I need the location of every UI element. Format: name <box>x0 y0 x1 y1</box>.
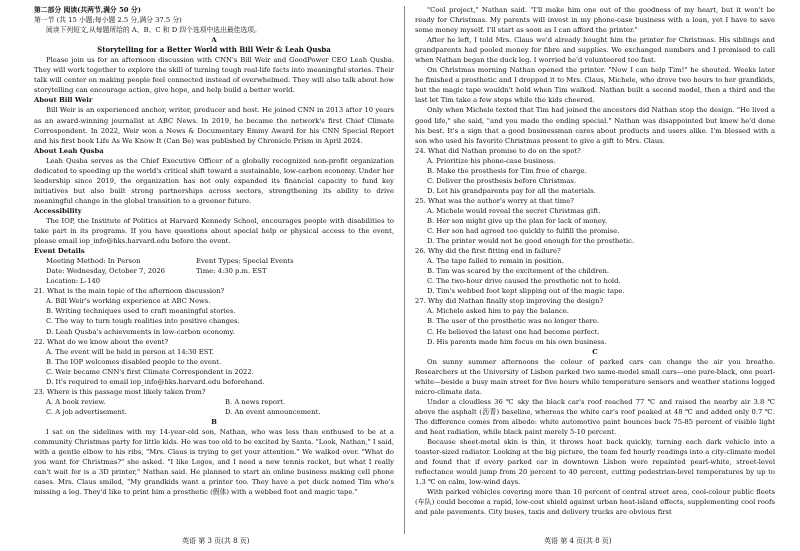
option: D. Leah Qusba's achievements in low-carbon economy. <box>46 327 235 336</box>
option: B. A news report. <box>225 397 286 406</box>
about-leah-paragraph: Leah Qusba serves as the Chief Executive Officer of a globally recognized non-profit organization dedicated to speeding up the world's critical shift toward a sustainable, low-carbon economy. Under her leadership since 2019, the organization has not only expanded its financial capacity to fund key initiatives but also built strong partnerships across sectors, strengthening its ability to drive meaningful change in the global transition to a greener future. <box>34 156 394 205</box>
option: D. His parents made him focus on his own business. <box>427 337 607 346</box>
question-25: 25. What was the author's worry at that time? <box>415 196 574 205</box>
option: B. Her son might give up the plan for lack of money. <box>427 216 608 225</box>
event-meeting-method: Meeting Method: In Person <box>46 257 141 266</box>
passage-b-paragraph-5: Only when Michele texted that Tim had joined the ancestors did Nathan stop the design. "He lived a good life," she said, "and you made the ending special." Nathan was disappointed but knew he'd done his best. It's a sign that a good businessman cares about products and users alike. I'm blessed with a son who used his favorite Christmas present to give a gift to Mrs. Claus. <box>415 106 775 145</box>
option: B. The user of the prosthetic was no longer there. <box>427 317 600 326</box>
question-26: 26. Why did the first fitting end in failure? <box>415 247 561 256</box>
option: D. It's required to email iop_info@hks.harvard.edu beforehand. <box>46 377 265 386</box>
about-bill-heading: About Bill Weir <box>34 96 93 105</box>
question-22-options <box>34 347 394 387</box>
option: C. The two-hour drive caused the prosthetic not to hold. <box>427 277 621 286</box>
passage-a-title: Storytelling for a Better World with Bill Weir & Leah Qusba <box>97 45 331 55</box>
passage-c-paragraph-2: Under a cloudless 36 ℃ sky the black car's roof reached 77 ℃ and raised the nearby air 3.8 ℃ above the asphalt (沥青) baseline, whereas the white car's roof peaked at 48 ℃ and added only 0.7 ℃. The difference comes from albedo: white automotive paint bounces back 75-85 percent of visible light and heat radiation, while black paint merely 5-10 percent. <box>415 397 775 436</box>
option: C. Deliver the prosthesis before Christmas. <box>427 176 577 185</box>
option: B. Tim was scared by the excitement of the children. <box>427 267 609 276</box>
option: C. He believed the latest one had become perfect. <box>427 327 600 336</box>
passage-b-paragraph-4: On Christmas morning Nathan opened the printer. "Now I can help Tim!" he shouted. Weeks later he finished a prosthetic and I dropped it to Mrs. Claus, Michele, who drove two hours to her grandkids, but the magic tape wouldn't hold when Tim walked. Nathan built a second model, then a third and the last let Tim take a few steps while the kids cheered. <box>415 66 775 105</box>
option: B. The IOP welcomes disabled people to the event. <box>46 357 222 366</box>
question-21: 21. What is the main topic of the afternoon discussion? <box>34 287 225 296</box>
about-bill-paragraph: Bill Weir is an experienced anchor, writer, producer and host. He joined CNN in 2013 after 10 years as an award-winning journalist at ABC News. In 2019, he became the network's first Chief Climate Correspondent. In 2022, Weir won a News & Documentary Emmy Award for his CNN Special Report and his first book Life As We Know It (Can Be) was published by Chronicle Prism in April 2024. <box>34 106 394 145</box>
passage-c-paragraph-3: Because sheet-metal skin is thin, it throws heat back quickly, turning each dark vehicle into a toaster-sized radiator. Looking at the big picture, the team fed hourly readings into a city-climate model and found that if every parked car in downtown Lisbon were repainted pearl-white, street-level reflectance would jump from 20 percent to 40 percent, cutting pedestrian-level temperatures by up to 1.3 ℃ on calm, low-wind days. <box>415 438 775 487</box>
passage-c-label: C <box>592 347 598 356</box>
accessibility-paragraph: The IOP, the Institute of Politics at Harvard Kennedy School, encourages people with disabilities to take part in its programs. If you have questions about special help or physical access to the event, please email iop_info@hks.harvard.edu before the event. <box>34 216 394 246</box>
intro-paragraph: Please join us for an afternoon discussion with CNN's Bill Weir and GoodPower CEO Leah Qusba. They will work together to explore the skill of turning tough real-life facts into meaningful stories. Their talk will center on making people feel connected instead of overwhelmed. They will also talk about how storytelling can encourage action, give hope, and help build a better world. <box>34 56 394 95</box>
about-leah-heading: About Leah Qusba <box>34 146 104 155</box>
question-27: 27. Why did Nathan finally stop improving the design? <box>415 297 604 306</box>
option: A. A book review. <box>46 397 106 406</box>
event-time: Time: 4:30 p.m. EST <box>196 267 267 276</box>
event-details <box>34 256 394 286</box>
part-heading: 第二部分 阅读(共两节,满分 50 分) <box>34 6 141 14</box>
option: D. The printer would not be good enough for the prosthetic. <box>427 237 635 246</box>
option: D. Let his grandparents pay for all the materials. <box>427 186 596 195</box>
accessibility-heading: Accessibility <box>34 206 82 215</box>
option: A. Bill Weir's working experience at ABC News. <box>46 297 211 306</box>
option: B. Make the prosthesis for Tim free of charge. <box>427 166 587 175</box>
option: D. An event announcement. <box>225 407 321 416</box>
passage-c-paragraph-4: With parked vehicles covering more than 10 percent of central street area, cool-colour public fleets (车队) could become a rapid, low-cost shield against urban heat-island effects, supplementing cool roofs and pale pavements. City buses, taxis and delivery trucks are obvious first <box>415 488 775 517</box>
question-23: 23. Where is this passage most likely taken from? <box>34 387 206 396</box>
passage-b-paragraph-3: After he left, I told Mrs. Claus we'd already bought him the printer for Christmas. His siblings and grandparents had pooled money for fibre and supplies. We exchanged numbers and I promised to call when Nathan began the duck leg. I worried he'd volunteered too fast. <box>415 36 775 65</box>
question-22: 22. What do we know about the event? <box>34 337 169 346</box>
column-divider <box>404 6 405 534</box>
question-24: 24. What did Nathan promise to do on the spot? <box>415 146 581 155</box>
right-column <box>415 5 775 517</box>
event-location: Location: L-140 <box>46 277 101 286</box>
page-footer-right: 英语 第 4 页(共 8 页) <box>544 537 612 545</box>
passage-b-label: B <box>211 417 217 426</box>
option: A. The tape failed to remain in position. <box>427 257 564 266</box>
option: A. Michele asked him to pay the balance. <box>427 307 569 316</box>
left-column <box>34 5 394 497</box>
question-24-options <box>415 156 775 196</box>
question-26-options <box>415 256 775 296</box>
question-23-options <box>34 397 394 417</box>
event-date: Date: Wednesday, October 7, 2026 <box>46 267 165 276</box>
option: D. Tim's webbed foot kept slipping out of the magic tape. <box>427 287 625 296</box>
page-footer-left: 英语 第 3 页(共 8 页) <box>182 537 250 545</box>
passage-a-label: A <box>211 36 217 45</box>
section-heading: 第一节 (共 15 小题;每小题 2.5 分,满分 37.5 分) <box>34 16 182 25</box>
passage-c-paragraph-1: On sunny summer afternoons the colour of parked cars can change the air you breathe. Researchers at the University of Lisbon parked two same-model small cars—one pure-black, one pearl-white—beside a busy main street for five hours while temperature sensors and weather stations logged micro-climate data. <box>415 357 775 396</box>
option: A. Michele would reveal the secret Christmas gift. <box>427 206 601 215</box>
option: B. Writing techniques used to craft meaningful stories. <box>46 307 236 316</box>
event-types: Event Types: Special Events <box>196 257 294 266</box>
option: A. The event will be held in person at 14:30 EST. <box>46 347 215 356</box>
option: A. Prioritize his phone-case business. <box>427 156 556 165</box>
option: C. The way to turn tough realities into positive changes. <box>46 317 240 326</box>
event-details-heading: Event Details <box>34 247 85 256</box>
option: C. Her son had agreed too quickly to fulfill the promise. <box>427 227 620 236</box>
option: C. Weir became CNN's first Climate Correspondent in 2022. <box>46 367 254 376</box>
question-21-options <box>34 296 394 336</box>
option: C. A job advertisement. <box>46 407 127 416</box>
passage-b-paragraph-1: I sat on the sidelines with my 14-year-old son, Nathan, who was less than enthused to be at a community Christmas party for little kids. He was too old to be excited by Santa. "Look, Nathan," I said, with a gentle elbow to his ribs, "Mrs. Claus is trying to get your attention." We walked over. "What do you want for Christmas?" she asked. "I like Legos, and I need a new tennis racket, but what I really can't wait for is a 3D printer," Nathan said. He planned to start an online business making cell phone cases. Mrs. Claus smiled, "My grandkids want a printer too. They have a pet duck named Tim who's missing a leg. They'd like to print him a prosthetic (假体) with a webbed foot and magic tape." <box>34 427 394 497</box>
question-25-options <box>415 206 775 246</box>
instruction: 阅读下列短文,从每题所给的 A、B、C 和 D 四个选项中选出最佳选项。 <box>46 26 261 35</box>
passage-b-paragraph-2: "Cool project," Nathan said. "I'll make him one out of the goodness of my heart, but it won't be ready for Christmas. My parents will invest in my phone-case business with a loan, yet I have to save some money myself. I'll start as soon as I can afford the printer." <box>415 6 775 35</box>
question-27-options <box>415 306 775 346</box>
